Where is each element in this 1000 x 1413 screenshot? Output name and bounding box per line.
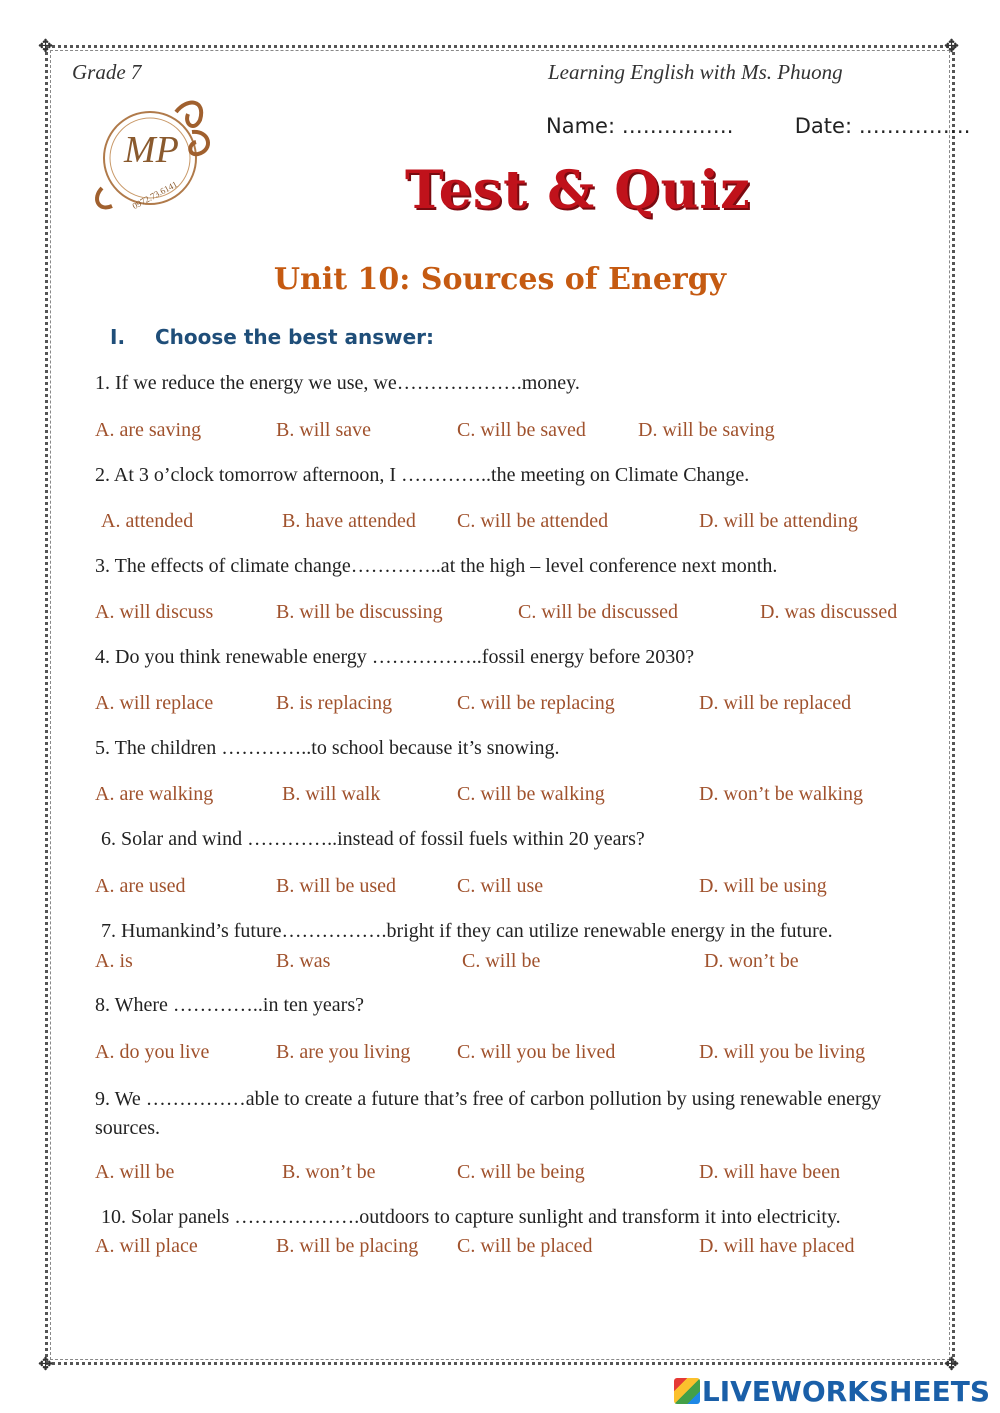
svg-text:0972.73.6141: 0972.73.6141 <box>130 179 179 212</box>
option-6b[interactable]: B. will be used <box>276 875 396 897</box>
question-4: 4. Do you think renewable energy ……………..fossil energy before 2030? <box>95 646 695 668</box>
option-6d[interactable]: D. will be using <box>699 875 827 897</box>
option-10d[interactable]: D. will have placed <box>699 1235 855 1257</box>
option-10b[interactable]: B. will be placing <box>276 1235 419 1257</box>
option-4c[interactable]: C. will be replacing <box>457 692 615 714</box>
corner-ornament-icon: ✥ <box>944 1354 960 1374</box>
corner-ornament-icon: ✥ <box>38 1354 54 1374</box>
corner-ornament-icon: ✥ <box>944 36 960 56</box>
logo-monogram-icon <box>88 92 218 217</box>
option-3d[interactable]: D. was discussed <box>760 601 898 623</box>
section-text: Choose the best answer: <box>155 325 435 349</box>
corner-ornament-icon: ✥ <box>38 36 54 56</box>
grade-label: Grade 7 <box>72 60 142 84</box>
date-field[interactable]: Date: ……………. <box>794 114 971 138</box>
option-2d[interactable]: D. will be attending <box>699 510 858 532</box>
question-9: 9. We ……………able to create a future that’s free of carbon pollution by using renewable energy sources. <box>95 1088 882 1139</box>
question-5: 5. The children …………..to school because it’s snowing. <box>95 737 560 759</box>
option-6c[interactable]: C. will use <box>457 875 544 897</box>
question-6: 6. Solar and wind …………..instead of fossil fuels within 20 years? <box>101 828 645 850</box>
option-5c[interactable]: C. will be walking <box>457 783 605 805</box>
option-8a[interactable]: A. do you live <box>95 1041 210 1063</box>
question-1: 1. If we reduce the energy we use, we……………….money. <box>95 372 580 394</box>
option-3a[interactable]: A. will discuss <box>95 601 214 623</box>
option-7b[interactable]: B. was <box>276 950 331 972</box>
option-4b[interactable]: B. is replacing <box>276 692 393 714</box>
option-1c[interactable]: C. will be saved <box>457 419 586 441</box>
option-7d[interactable]: D. won’t be <box>704 950 799 972</box>
option-9c[interactable]: C. will be being <box>457 1161 585 1183</box>
option-9b[interactable]: B. won’t be <box>282 1161 376 1183</box>
option-10a[interactable]: A. will place <box>95 1235 198 1257</box>
question-3: 3. The effects of climate change…………..at the high – level conference next month. <box>95 555 778 577</box>
liveworksheets-icon <box>674 1378 700 1404</box>
section-heading <box>110 325 434 349</box>
question-2: 2. At 3 o’clock tomorrow afternoon, I …………..the meeting on Climate Change. <box>95 464 750 486</box>
option-4d[interactable]: D. will be replaced <box>699 692 852 714</box>
option-9a[interactable]: A. will be <box>95 1161 175 1183</box>
option-2c[interactable]: C. will be attended <box>457 510 609 532</box>
option-8c[interactable]: C. will you be lived <box>457 1041 616 1063</box>
option-3b[interactable]: B. will be discussing <box>276 601 443 623</box>
option-5d[interactable]: D. won’t be walking <box>699 783 864 805</box>
name-field[interactable]: Name: ……………. <box>546 114 734 138</box>
option-1b[interactable]: B. will save <box>276 419 371 441</box>
page-title: Test & Quiz <box>405 160 751 221</box>
option-2b[interactable]: B. have attended <box>282 510 416 532</box>
question-7: 7. Humankind’s future…………….bright if they can utilize renewable energy in the future. <box>101 920 833 942</box>
option-4a[interactable]: A. will replace <box>95 692 214 714</box>
option-7c[interactable]: C. will be <box>462 950 541 972</box>
option-9d[interactable]: D. will have been <box>699 1161 841 1183</box>
option-1a[interactable]: A. are saving <box>95 419 202 441</box>
option-2a[interactable]: A. attended <box>101 510 194 532</box>
option-5b[interactable]: B. will walk <box>282 783 381 805</box>
liveworksheets-logo[interactable] <box>674 1375 990 1408</box>
option-5a[interactable]: A. are walking <box>95 783 214 805</box>
option-6a[interactable]: A. are used <box>95 875 186 897</box>
option-8d[interactable]: D. will you be living <box>699 1041 866 1063</box>
unit-subtitle: Unit 10: Sources of Energy <box>273 262 727 297</box>
option-7a[interactable]: A. is <box>95 950 133 972</box>
option-10c[interactable]: C. will be placed <box>457 1235 593 1257</box>
question-10: 10. Solar panels ……………….outdoors to capture sunlight and transform it into electricity. <box>101 1206 841 1228</box>
option-1d[interactable]: D. will be saving <box>638 419 775 441</box>
option-3c[interactable]: C. will be discussed <box>518 601 678 623</box>
brand-label: Learning English with Ms. Phuong <box>548 60 843 84</box>
footer-brand: LIVEWORKSHEETS <box>701 1375 990 1408</box>
name-date-line <box>546 114 970 138</box>
section-number: I. <box>110 325 126 349</box>
option-8b[interactable]: B. are you living <box>276 1041 411 1063</box>
svg-text:MP: MP <box>124 129 179 171</box>
question-8: 8. Where …………..in ten years? <box>95 994 364 1016</box>
